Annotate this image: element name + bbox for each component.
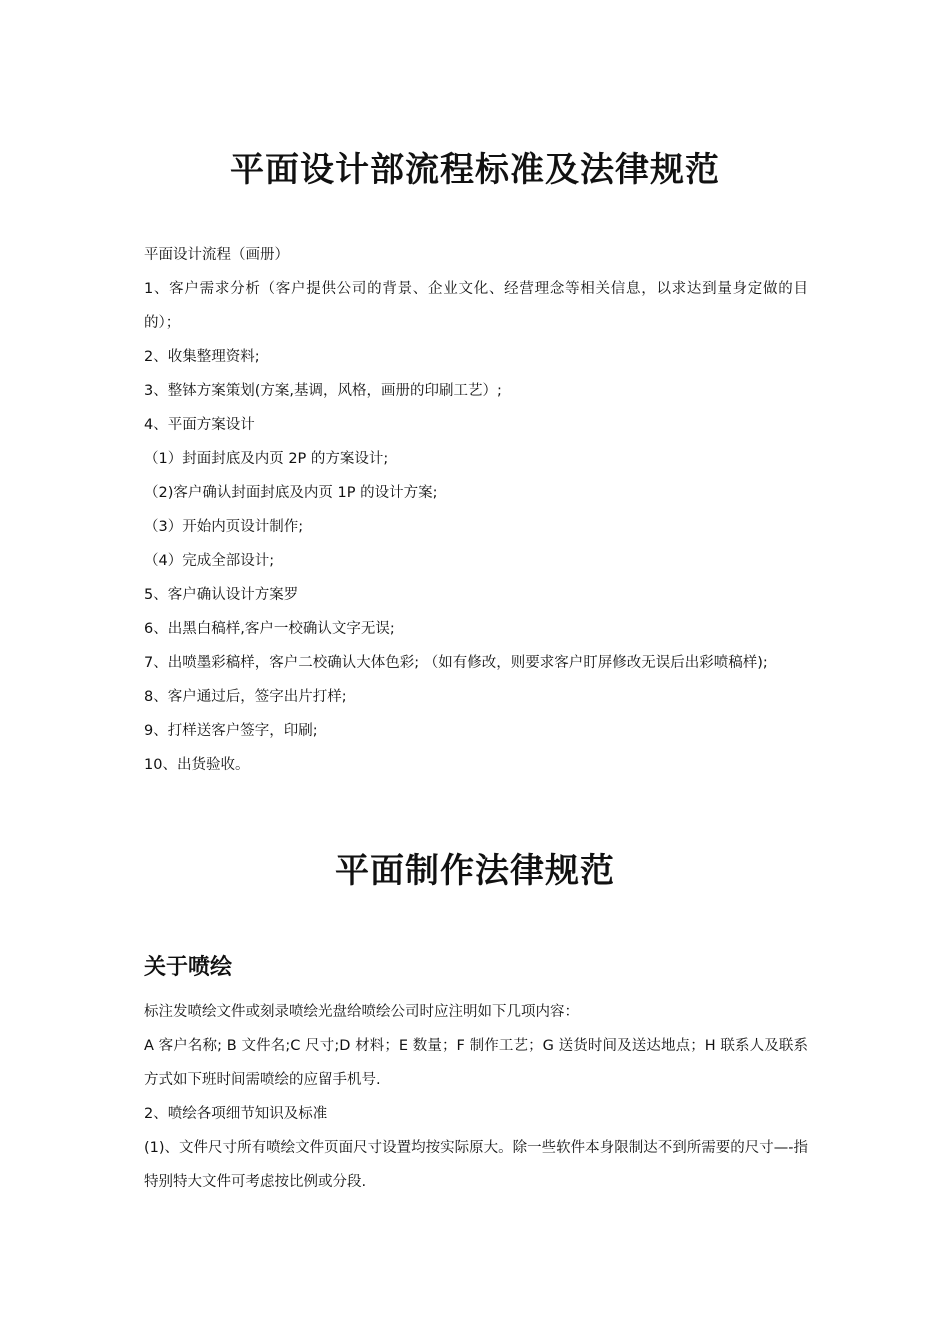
process-item: 10、出货验收。 — [144, 757, 250, 773]
inkjet-section — [144, 995, 808, 1199]
inkjet-paragraph: 标注发喷绘文件或刻录喷绘光盘给喷绘公司时应注明如下几项内容： — [144, 1004, 579, 1020]
document-title: 平面设计部流程标准及法律规范 — [230, 150, 720, 190]
inkjet-heading: 关于喷绘 — [144, 954, 233, 980]
process-subitem: （2)客户确认封面封底及内页 1P 的设计方案; — [144, 485, 438, 501]
process-item: 2、收集整理资料; — [144, 349, 260, 365]
process-subitem: （1）封面封底及内页 2P 的方案设计; — [144, 451, 389, 467]
process-item: 7、出喷墨彩稿样，客户二校确认大体色彩; （如有修改，则要求客户盯屏修改无误后出彩喷稿样); — [144, 655, 768, 671]
process-item: 5、客户确认设计方案罗 — [144, 587, 299, 603]
inkjet-paragraph: A 客户名称; B 文件名;C 尺寸;D 材料；E 数量；F 制作工艺；G 送货时间及送达地点；H 联系人及联系方式如下班时间需喷绘的应留手机号. — [144, 1038, 808, 1088]
process-subitem: （4）完成全部设计; — [144, 553, 275, 569]
inkjet-paragraph: (1)、文件尺寸所有喷绘文件页面尺寸设置均按实际原大。除一些软件本身限制达不到所需要的尺寸—-指特别特大文件可考虑按比例或分段. — [144, 1140, 808, 1190]
inkjet-paragraph: 2、喷绘各项细节知识及标准 — [144, 1106, 328, 1122]
process-heading: 平面设计流程（画册） — [144, 247, 289, 263]
process-section — [144, 238, 808, 782]
section-title: 平面制作法律规范 — [335, 851, 615, 891]
process-item: 4、平面方案设计 — [144, 417, 255, 433]
process-item: 6、出黑白稿样,客户一校确认文字无误; — [144, 621, 395, 637]
process-item: 8、客户通过后，签字出片打样; — [144, 689, 347, 705]
process-item: 9、打样送客户签字，印刷; — [144, 723, 318, 739]
process-item: 3、整钵方案策划(方案,基调，风格，画册的印刷工艺）; — [144, 383, 502, 399]
process-subitem: （3）开始内页设计制作; — [144, 519, 304, 535]
process-item: 1、客户需求分析（客户提供公司的背景、企业文化、经营理念等相关信息，以求达到量身定做的目的）； — [144, 281, 808, 331]
